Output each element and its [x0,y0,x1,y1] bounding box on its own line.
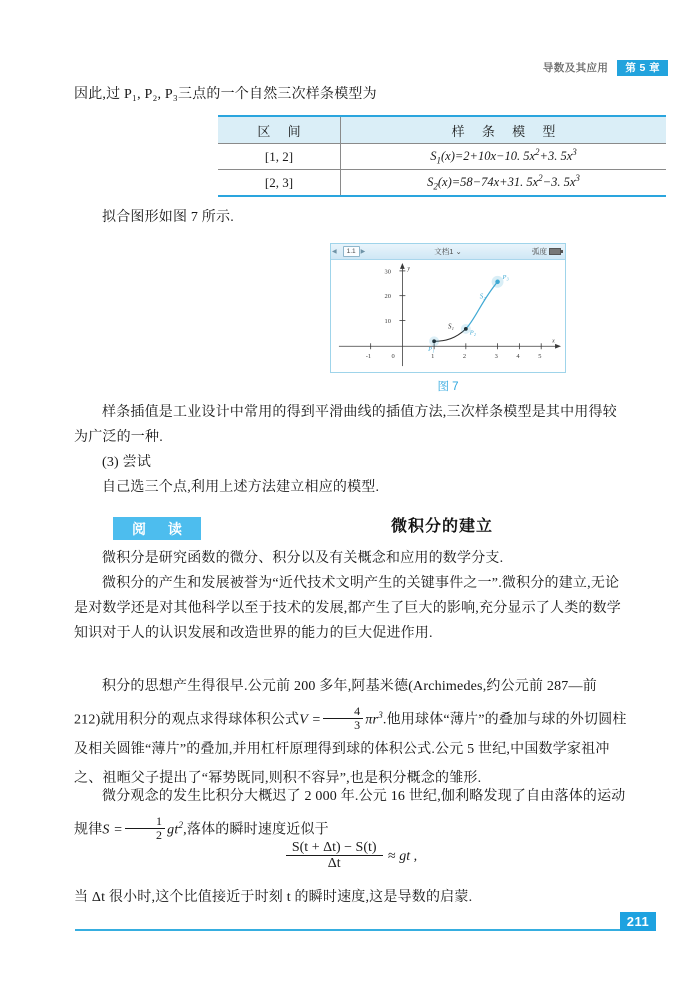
data-point-p1-halo [429,336,439,346]
reading-paragraph-4 [74,782,627,845]
calculator-angle-mode: 弧度 [532,247,547,256]
sphere-volume-fraction [323,705,363,732]
free-fall-fraction [125,815,165,842]
model-symbol: S [430,149,437,164]
fraction-denominator: Δt [286,855,383,871]
point-label-p2: P₂ [469,329,476,337]
x-tick-label-4: 4 [516,353,520,361]
intro-line [74,82,627,107]
chevron-down-icon: ⌄ [455,247,462,256]
table-header-row [218,116,666,144]
figure-lead-text: 拟合图形如图 7 所示. [102,210,234,225]
difference-quotient-rhs: gt , [399,849,418,865]
model-subscript: 2 [433,181,438,192]
table-row [218,170,666,197]
sphere-volume-exponent: 3 [378,710,383,720]
reading-paragraph-1 [74,546,627,571]
calculator-status-group [532,246,561,257]
spline-curve-s1 [434,329,466,341]
y-tick-label-20: 20 [384,293,391,301]
free-fall-formula-tail: gt [167,822,179,838]
reading-paragraph-3-part2: .他用球体“薄片”的叠加与球的外切圆柱及相关圆锥“薄片”的叠加,并用杠杆原理得到球的体积公式.公元 5 世纪,中国数学家祖冲之、祖暅父子提出了“幂势既同,则积不容异”,也是积分概念的雏形. [74,712,627,786]
free-fall-exponent: 2 [178,820,184,830]
reading-paragraph-3 [74,672,627,793]
table-header-interval: 区 间 [218,116,341,144]
chevron-right-icon: ▶ [360,249,366,255]
fraction-numerator: 1 [155,814,163,829]
reading-paragraph-4-part2: ,落体的瞬时速度近似于 [183,822,329,838]
model-exponent-1: 2 [535,147,540,158]
spline-model-table [218,115,666,197]
page-tab-chip[interactable]: 1.1 [343,246,360,257]
difference-quotient-fraction [286,840,383,871]
table-cell-model [341,170,667,197]
reading-paragraph-2 [74,571,627,646]
calculator-screen [330,243,566,373]
free-fall-formula-lead: S = [102,822,123,838]
x-tick-label-minus1: -1 [365,353,372,361]
fraction-denominator: 3 [323,718,363,732]
spline-note-paragraph [74,400,627,450]
calculator-top-bar [331,244,565,260]
footer-rule [75,929,620,931]
spline-curve-s2 [466,282,498,329]
reading-paragraph-1-text: 微积分是研究函数的微分、积分以及有关概念和应用的数学分支. [102,551,504,566]
model-expression: (x)=2+10x−10. 5x [440,149,536,164]
reading-badge: 阅 读 [113,517,201,540]
model-expression: (x)=58−74x+31. 5x [437,175,539,190]
point-label-p3: P₃ [502,273,509,281]
intro-line-text: 因此,过 P₁, P₂, P₃三点的一个自然三次样条模型为 [74,87,377,102]
table-cell-model [341,144,667,170]
curve-label-s2: S₂ [479,292,486,301]
running-head [543,60,668,76]
chevron-left-icon: ◀ [332,249,337,255]
model-exponent-2: 3 [575,173,580,184]
sphere-volume-formula-tail: πr [365,712,379,728]
point-label-p1: P₁ [428,346,435,354]
reading-paragraph-3-part1: 积分的思想产生得很早.公元前 200 多年,阿基米德(Archimedes,约公元前 287—前 212)就用积分的观点求得球体积公式 [74,679,597,728]
table-cell-interval: [1, 2] [218,144,341,170]
calculator-document-label: 文档1 [434,247,454,256]
fraction-numerator: 4 [354,704,361,719]
x-tick-label-3: 3 [494,353,498,361]
x-tick-label-0: 0 [391,353,395,361]
running-head-chapter-badge: 第 5 章 [617,60,668,76]
x-tick-label-5: 5 [538,353,542,361]
sphere-volume-formula-lead: V = [299,712,322,728]
calculator-figure [330,243,566,373]
x-tick-label-2: 2 [462,353,467,361]
reading-title: 微积分的建立 [390,518,493,535]
y-axis-label: y [407,265,410,272]
table-header-model: 样 条 模 型 [341,116,667,144]
try-body [74,475,627,500]
reading-paragraph-2-text: 微积分的产生和发展被誉为“近代技术文明产生的关键事件之一”.微积分的建立,无论是对数学还是对其他科学以至于技术的发展,都产生了巨大的影响,充分显示了人类的数学知识对于人的认识发展和改造世界的能力的巨大促进作用. [74,576,621,641]
model-exponent-1: 2 [538,173,543,184]
x-tick-label-1: 1 [431,353,435,361]
model-expression-tail: −3. 5x [542,175,576,190]
try-heading [74,450,627,475]
difference-quotient-formula [74,840,627,871]
y-axis-arrow [400,263,405,269]
calculator-document-name [434,246,462,257]
spline-note-text: 样条插值是工业设计中常用的得到平滑曲线的插值方法,三次样条模型是其中用得较为广泛的一种. [74,405,617,445]
table-cell-interval: [2, 3] [218,170,341,197]
figure-caption: 图 7 [437,381,459,393]
figure-lead-line [74,205,627,230]
reading-paragraph-4-part1: 微分观念的发生比积分大概迟了 2 000 年.公元 16 世纪,伽利略发现了自由落体的运动规律 [74,789,626,838]
x-axis-label: x [552,338,555,345]
try-heading-text: (3) 尝试 [102,455,152,470]
model-expression-tail: +3. 5x [539,149,573,164]
try-body-text: 自己选三个点,利用上述方法建立相应的模型. [102,480,380,495]
model-subscript: 1 [436,155,441,166]
page-number-badge: 211 [620,912,656,931]
running-head-section: 导数及其应用 [542,62,609,74]
spline-plot [331,259,565,372]
y-tick-label-30: 30 [384,268,391,276]
x-axis-arrow [555,344,561,349]
curve-label-s1: S₁ [447,322,454,331]
fraction-numerator: S(t + Δt) − S(t) [291,840,377,855]
fraction-denominator: 2 [125,828,165,842]
battery-icon [549,248,561,255]
model-exponent-2: 3 [572,147,577,158]
y-tick-label-10: 10 [384,317,391,325]
table-row [218,144,666,170]
approx-symbol: ≈ [388,849,396,865]
model-symbol: S [427,175,434,190]
reading-paragraph-5 [74,885,627,910]
reading-paragraph-5-text: 当 Δt 很小时,这个比值接近于时刻 t 的瞬时速度,这是导数的启蒙. [74,890,473,905]
